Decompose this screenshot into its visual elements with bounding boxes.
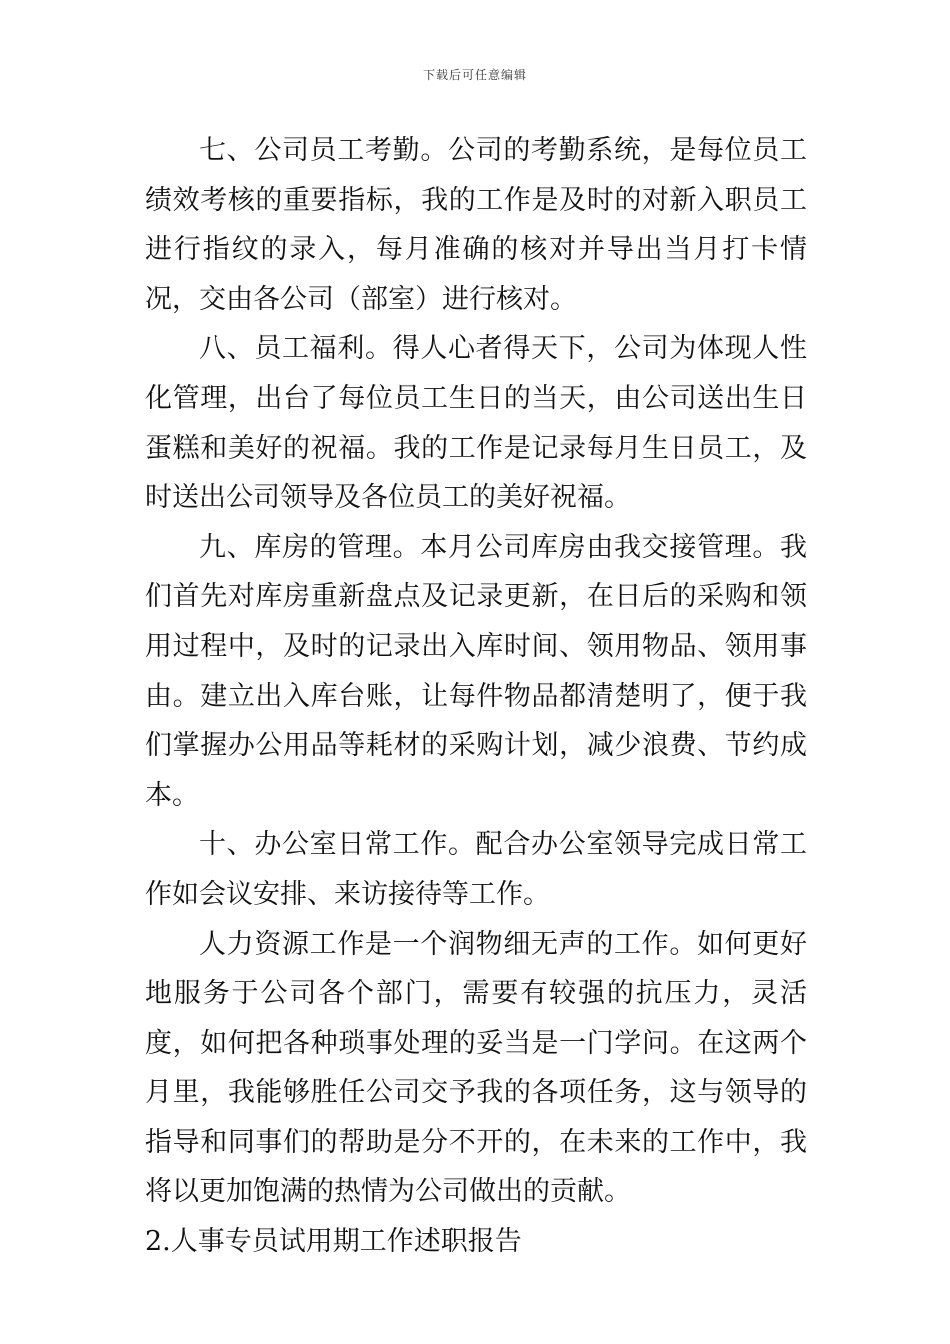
page-header-note: 下载后可任意编辑 bbox=[422, 68, 527, 82]
document-body bbox=[145, 126, 807, 1267]
paragraph-office-work: 十、办公室日常工作。配合办公室领导完成日常工作如会议安排、来访接待等工作。 bbox=[145, 829, 807, 910]
paragraph-attendance: 七、公司员工考勤。公司的考勤系统，是每位员工绩效考核的重要指标，我的工作是及时的对新入职员工进行指纹的录入，每月准确的核对并导出当月打卡情况，交由各公司（部室）进行核对。 bbox=[145, 135, 807, 315]
paragraph-summary: 人力资源工作是一个润物细无声的工作。如何更好地服务于公司各个部门，需要有较强的抗压力，灵活度，如何把各种琐事处理的妥当是一门学问。在这两个月里，我能够胜任公司交予我的各项任务，这与领导的指导和同事们的帮助是分不开的，在未来的工作中，我将以更加饱满的热情为公司做出的贡献。 bbox=[145, 928, 807, 1208]
section-heading: 2.人事专员试用期工作述职报告 bbox=[145, 1226, 522, 1258]
paragraph-welfare: 八、员工福利。得人心者得天下，公司为体现人性化管理，出台了每位员工生日的当天，由公司送出生日蛋糕和美好的祝福。我的工作是记录每月生日员工，及时送出公司领导及各位员工的美好祝福。 bbox=[145, 333, 807, 514]
paragraph-warehouse: 九、库房的管理。本月公司库房由我交接管理。我们首先对库房重新盘点及记录更新，在日后的采购和领用过程中，及时的记录出入库时间、领用物品、领用事由。建立出入库台账，让每件物品都清楚明了，便于我们掌握办公用品等耗材的采购计划，减少浪费、节约成本。 bbox=[145, 531, 807, 811]
